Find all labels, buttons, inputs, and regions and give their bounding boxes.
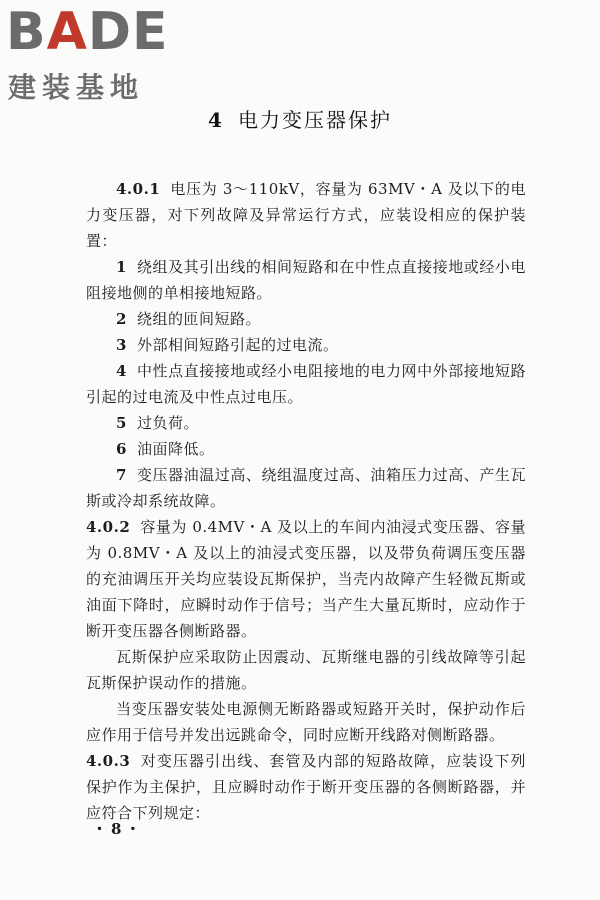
- list-item: [86, 436, 526, 462]
- item-number: 5: [116, 414, 127, 432]
- clause-4-0-2: [86, 514, 526, 644]
- item-number: 1: [116, 258, 127, 276]
- logo-subtitle: 建装基地: [8, 71, 145, 104]
- chapter-title: [0, 104, 600, 133]
- item-text: 油面降低。: [136, 440, 215, 458]
- logo: [6, 4, 176, 104]
- clause-text: 电压为 3～110kV，容量为 63MV・A 及以下的电力变压器，对下列故障及异常运行方式，应装设相应的保护装置：: [86, 180, 526, 250]
- list-item: [86, 358, 526, 410]
- clause-number: 4.0.1: [116, 180, 161, 198]
- clause-4-0-1-intro: [86, 176, 526, 254]
- item-text: 绕组及其引出线的相间短路和在中性点直接接地或经小电阻接地侧的单相接地短路。: [86, 258, 526, 302]
- logo-letter-a: A: [46, 2, 88, 62]
- item-text: 绕组的匝间短路。: [136, 310, 261, 328]
- clause-number: 4.0.3: [86, 752, 131, 770]
- chapter-number: 4: [208, 108, 224, 132]
- clause-4-0-2-para3: 当变压器安装处电源侧无断路器或短路开关时，保护动作后应作用于信号并发出远跳命令，同时应断开线路对侧断路器。: [86, 700, 526, 744]
- logo-wordmark: [6, 4, 169, 60]
- clause-4-0-3: [86, 748, 526, 826]
- clause-4-0-2-para2: 瓦斯保护应采取防止因震动、瓦斯继电器的引线故障等引起瓦斯保护误动作的措施。: [86, 648, 526, 692]
- page-number: ・8・: [92, 820, 145, 838]
- item-number: 2: [116, 310, 127, 328]
- item-number: 4: [116, 362, 127, 380]
- list-item: [86, 462, 526, 514]
- item-number: 6: [116, 440, 127, 458]
- list-item: [86, 306, 526, 332]
- list-item: [86, 410, 526, 436]
- list-item: [86, 254, 526, 306]
- item-number: 3: [116, 336, 127, 354]
- clause-text: 容量为 0.4MV・A 及以上的车间内油浸式变压器、容量为 0.8MV・A 及以上的油浸式变压器，以及带负荷调压变压器的充油调压开关均应装设瓦斯保护，当壳内故障产生轻微瓦斯或油面下降时，应瞬时动作于信号；当产生大量瓦斯时，应动作于断开变压器各侧断路器。: [86, 518, 526, 640]
- item-number: 7: [116, 466, 127, 484]
- logo-letter-b: B: [6, 2, 47, 62]
- clause-number: 4.0.2: [86, 518, 131, 536]
- logo-letters-de: DE: [87, 2, 169, 62]
- item-text: 外部相间短路引起的过电流。: [136, 336, 339, 354]
- clause-text: 对变压器引出线、套管及内部的短路故障，应装设下列保护作为主保护，且应瞬时动作于断开变压器的各侧断路器，并应符合下列规定：: [86, 752, 526, 822]
- item-text: 变压器油温过高、绕组温度过高、油箱压力过高、产生瓦斯或冷却系统故障。: [86, 466, 526, 510]
- chapter-title-text: 电力变压器保护: [237, 108, 392, 132]
- item-text: 中性点直接接地或经小电阻接地的电力网中外部接地短路引起的过电流及中性点过电压。: [86, 362, 526, 406]
- list-item: [86, 332, 526, 358]
- document-body: [86, 176, 526, 826]
- item-text: 过负荷。: [136, 414, 199, 432]
